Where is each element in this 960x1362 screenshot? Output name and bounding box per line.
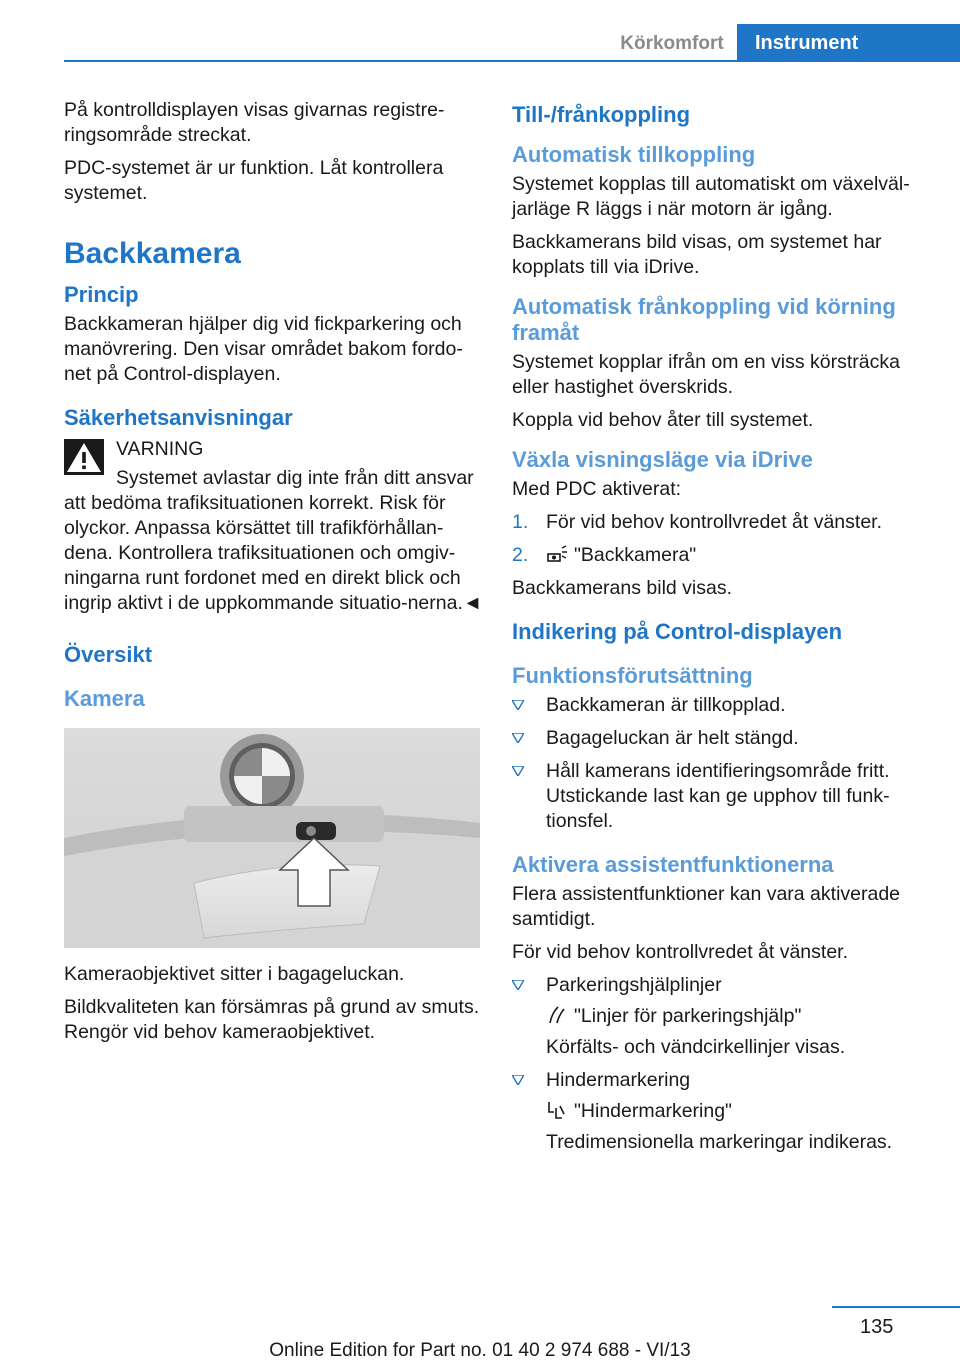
paragraph: Bildkvaliteten kan försämras på grund av smuts. Rengör vid behov kameraobjektivet.: [64, 996, 480, 1043]
item-text: Bagageluckan är helt stängd.: [546, 727, 799, 749]
heading-vaxla: Växla visningsläge via iDrive: [512, 447, 813, 472]
list-item: [512, 543, 930, 568]
paragraph: Systemet kopplas till automatiskt om växelväl-jarläge R läggs i när motorn är igång.: [512, 173, 910, 220]
heading-princip: Princip: [64, 282, 139, 307]
paragraph: PDC-systemet är ur funktion. Låt kontrollera systemet.: [64, 157, 444, 204]
heading-till-fran: Till-/frånkoppling: [512, 102, 691, 127]
menu-item-linjer[interactable]: "Linjer för parkeringshjälp": [574, 1005, 802, 1027]
list-item: [512, 1068, 930, 1155]
step-number: 1.: [512, 511, 529, 533]
obstacle-marking-icon: [546, 1100, 568, 1120]
footer-rule: [832, 1306, 960, 1308]
list-item: [512, 973, 930, 1060]
chapter-tab[interactable]: Instrument: [737, 24, 960, 61]
requirements-list: [512, 693, 930, 834]
backup-camera-icon: [546, 544, 568, 564]
paragraph: Backkamerans bild visas, om systemet har kopplats till via iDrive.: [512, 231, 882, 278]
paragraph: Med PDC aktiverat:: [512, 478, 682, 500]
heading-auto-till: Automatisk tillkoppling: [512, 142, 756, 167]
list-item: [512, 693, 930, 718]
item-text: Backkameran är tillkopplad.: [546, 694, 786, 716]
list-item: [512, 510, 930, 535]
item-title: Hindermarkering: [546, 1069, 691, 1091]
bullet-triangle-icon: [512, 1075, 524, 1085]
list-item: [512, 726, 930, 751]
assist-list: [512, 973, 930, 1155]
steps-list: [512, 510, 930, 568]
edition-text: Online Edition for Part no. 01 40 2 974 688 - VI/13: [269, 1340, 691, 1361]
warning-text: att bedöma trafiksituationen korrekt. Risk för olyckor. Anpassa körsättet till trafikförhållan-dena. Kontrollera trafiksituationen och omgiv-ningarna runt fordonet med en direkt blick och ingrip aktivt i de uppkommande situatio-nerna.◄: [64, 492, 483, 614]
step-number: 2.: [512, 544, 529, 566]
warning-triangle-icon: [64, 439, 104, 475]
left-column: [64, 98, 484, 1053]
heading-auto-fran: Automatisk frånkoppling vid körning framåt: [512, 294, 896, 345]
heading-kamera: Kamera: [64, 686, 145, 711]
section-tab[interactable]: Körkomfort: [620, 33, 724, 54]
heading-sakerhet: Säkerhetsanvisningar: [64, 405, 293, 430]
paragraph: För vid behov kontrollvredet åt vänster.: [512, 941, 849, 963]
page-number: 135: [860, 1316, 894, 1338]
item-text: Håll kamerans identifieringsområde fritt. Utstickande last kan ge upphov till funk-tionsfel.: [546, 760, 890, 832]
heading-oversikt: Översikt: [64, 642, 153, 667]
paragraph: Backkamerans bild visas.: [512, 577, 733, 599]
bullet-triangle-icon: [512, 766, 524, 776]
menu-item-hinder[interactable]: "Hindermarkering": [574, 1100, 732, 1122]
item-title: Parkeringshjälplinjer: [546, 974, 722, 996]
heading-aktivera: Aktivera assistentfunktionerna: [512, 852, 834, 877]
heading-backkamera: Backkamera: [64, 237, 241, 270]
parking-lines-icon: [546, 1005, 568, 1025]
right-column: [512, 98, 930, 1163]
menu-item-backkamera[interactable]: "Backkamera": [574, 544, 697, 566]
bullet-triangle-icon: [512, 980, 524, 990]
warning-line: Systemet avlastar dig inte från ditt ansvar: [116, 467, 474, 489]
bullet-triangle-icon: [512, 733, 524, 743]
item-note: Tredimensionella markeringar indikeras.: [546, 1131, 893, 1153]
list-item: [512, 759, 930, 834]
paragraph: Backkameran hjälper dig vid fickparkering och manövrering. Den visar området bakom fordo-net på Control-displayen.: [64, 313, 463, 385]
heading-funktion: Funktionsförutsättning: [512, 663, 753, 688]
paragraph: Kameraobjektivet sitter i bagageluckan.: [64, 963, 405, 985]
item-note: Körfälts- och vändcirkellinjer visas.: [546, 1036, 846, 1058]
paragraph: På kontrolldisplayen visas givarnas registre-ringsområde streckat.: [64, 99, 445, 146]
heading-indikering: Indikering på Control-displayen: [512, 619, 843, 644]
warning-title: VARNING: [116, 438, 204, 460]
paragraph: Koppla vid behov åter till systemet.: [512, 409, 814, 431]
step-text: För vid behov kontrollvredet åt vänster.: [546, 511, 883, 533]
bullet-triangle-icon: [512, 700, 524, 710]
paragraph: Systemet kopplar ifrån om en viss körsträcka eller hastighet överskrids.: [512, 351, 900, 398]
paragraph: Flera assistentfunktioner kan vara aktiverade samtidigt.: [512, 883, 901, 930]
camera-photo: [64, 728, 480, 948]
warning-block: [64, 437, 484, 616]
